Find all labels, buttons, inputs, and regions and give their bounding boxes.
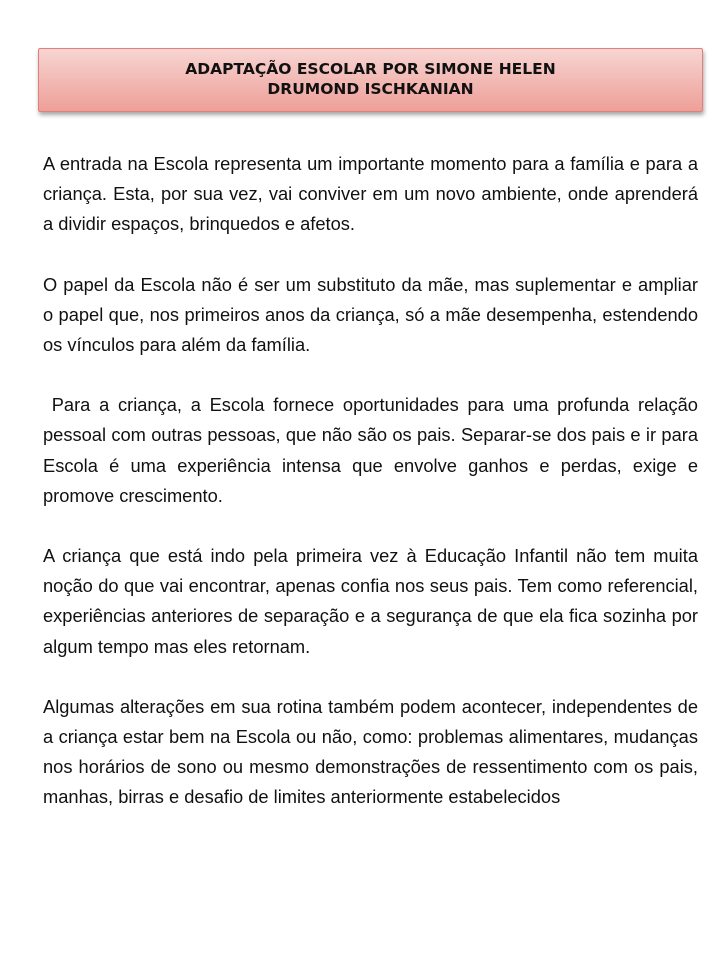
title-box: [38, 48, 703, 112]
paragraph-2: O papel da Escola não é ser um substituto da mãe, mas suplementar e ampliar o papel que, nos primeiros anos da criança, só a mãe desempenha, estendendo os vínculos para além da família.: [43, 273, 704, 356]
title-line-2: DRUMOND ISCHKANIAN: [267, 80, 474, 98]
paragraph-3: Para a criança, a Escola fornece oportunidades para uma profunda relação pessoal com outras pessoas, que não são os pais. Separar-se dos pais e ir para Escola é uma experiência intensa que envolve ganhos e perdas, exige e promove crescimento.: [43, 394, 704, 506]
paragraph-5: Algumas alterações em sua rotina também podem acontecer, independentes de a criança estar bem na Escola ou não, como: problemas alimentares, mudanças nos horários de sono ou mesmo demonstrações de ressentimento com os pais, manhas, birras e desafio de limites anteriormente estabelecidos: [43, 695, 704, 808]
title-line-1: ADAPTAÇÃO ESCOLAR POR SIMONE HELEN: [185, 60, 556, 78]
paragraph-4: A criança que está indo pela primeira vez à Educação Infantil não tem muita noção do que vai encontrar, apenas confia nos seus pais. Tem como referencial, experiências anteriores de separação e a segurança de que ela fica sozinha por algum tempo mas eles retornam.: [43, 545, 704, 657]
paragraph-1: A entrada na Escola representa um importante momento para a família e para a criança. Esta, por sua vez, vai conviver em um novo ambiente, onde aprenderá a dividir espaços, brinquedos e afetos.: [43, 153, 704, 235]
document-body: [43, 149, 704, 813]
